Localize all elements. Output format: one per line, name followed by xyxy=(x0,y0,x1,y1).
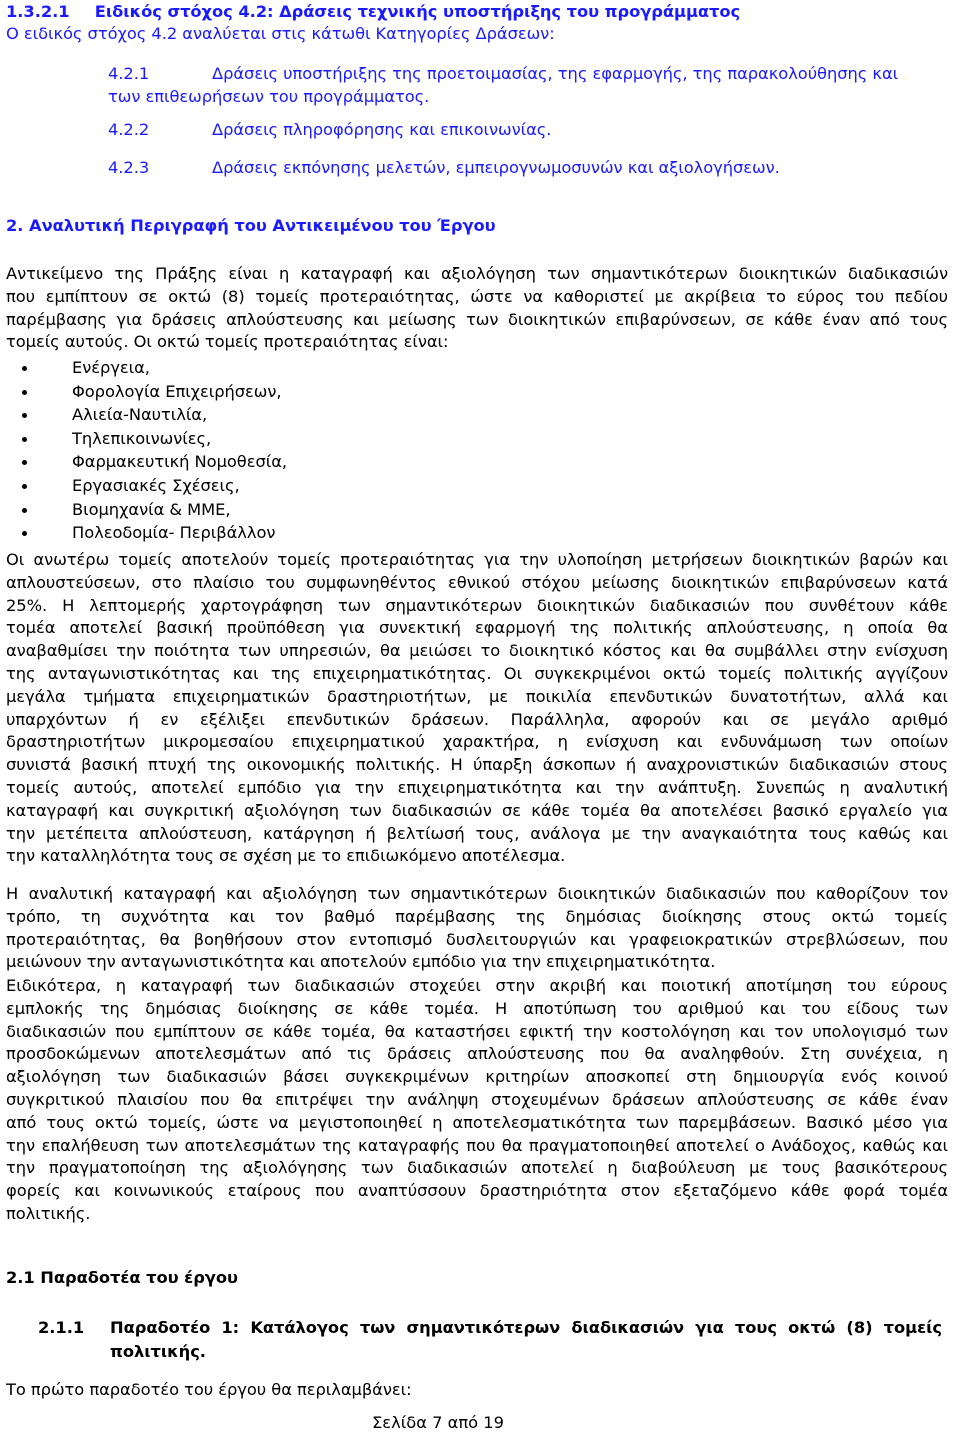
item-4-2-2-text: Δράσεις πληροφόρησης και επικοινωνίας. xyxy=(212,120,552,139)
paragraph-line: τομείς αυτούς. Οι οκτώ τομείς προτεραιότητας είναι: xyxy=(6,332,449,352)
sector-item: Φαρμακευτική Νομοθεσία, xyxy=(72,452,287,472)
paragraph-line: υπαρχόντων ή εν εξέλιξει επενδυτικών δράσεων. Παράλληλα, αφορούν και σε μεγάλο αριθμό xyxy=(6,709,948,729)
paragraph-line: συγκριτικού πλαισίου που θα επιτρέψει την ανάληψη στοχευμένων δράσεων απλούστευσης σε κάθε έναν xyxy=(6,1090,948,1109)
bullet-icon xyxy=(22,484,27,489)
bullet-icon xyxy=(22,531,27,536)
item-4-2-1-text-line1: Δράσεις υποστήριξης της προετοιμασίας, της εφαρμογής, της παρακολούθησης και xyxy=(212,64,899,83)
section-1-3-2-1-heading xyxy=(6,2,740,22)
paragraph-line: φορείς και κοινωνικούς εταίρους που αναπτύσσουν δραστηριότητα στον εξεταζόμενο κάθε φορά τομέα xyxy=(6,1181,948,1201)
paragraph-line: διαδικασιών που εμπίπτουν σε κάθε τομέα, θα καταστήσει εφικτή την κοστολόγηση και τον υπολογισμό των xyxy=(6,1021,948,1041)
paragraph-line: την μετέπειτα απλούστευση, κατάργηση ή βελτίωσή τους, ανάλογα με την αναγκαιότητα τους καθώς και xyxy=(6,823,948,843)
item-4-2-1-text-line2: των επιθεωρήσεων του προγράμματος. xyxy=(108,87,430,106)
paragraph-line: εμπλοκής της δημόσιας διοίκησης σε κάθε τομέα. Η αποτύπωση του αριθμού και του είδους των xyxy=(6,998,948,1018)
section-2-heading: 2. Αναλυτική Περιγραφή του Αντικειμένου του Έργου xyxy=(6,216,496,235)
bullet-icon xyxy=(22,390,27,395)
paragraph-line: τομείς αυτούς, αποτελεί εμπόδιο για την επιχειρηματικότητα και την ανάπτυξη. Συνεπώς η αναλυτική xyxy=(6,778,948,797)
paragraph-line: Η αναλυτική καταγραφή και αξιολόγηση των σημαντικότερων διοικητικών διαδικασιών που καθορίζουν τον xyxy=(6,884,948,903)
paragraph-line: απλουστεύσεων, στο πλαίσιο του συμφωνηθέντος εθνικού στόχου μείωσης διοικητικών επιβαρύνσεων κατά xyxy=(6,572,948,592)
paragraph-line: προτεραιότητας, θα βοηθήσουν στον εντοπισμό δυσλειτουργιών και γραφειοκρατικών στρεβλώσεων, που xyxy=(6,929,948,949)
item-4-2-3-number: 4.2.3 xyxy=(108,158,150,177)
sector-item: Τηλεπικοινωνίες, xyxy=(72,428,212,448)
paragraph-line: αναβαθμίσει την ποιότητα των υπηρεσιών, θα μειώσει το διοικητικό κόστος και θα συμβάλλει στην ενίσχυση xyxy=(6,641,948,661)
paragraph-line: συνιστά βασική πτυχή της οικονομικής πολιτικής. Η ύπαρξη άσκοπων ή αναχρονιστικών διαδικασιών στους xyxy=(6,755,948,775)
deliverable-1-title-line1: Παραδοτέο 1: Κατάλογος των σημαντικότερων διαδικασιών για τους οκτώ (8) τομείς xyxy=(110,1318,942,1337)
paragraph-line: την πραγματοποίηση της αξιολόγησης των διαδικασιών αποτελεί η διαβούλευση με τους βασικότερους xyxy=(6,1158,948,1178)
paragraph-line: πολιτικής. xyxy=(6,1204,91,1223)
item-4-2-1-number: 4.2.1 xyxy=(108,64,150,83)
paragraph-line: την καταλληλότητα τους σε σχέση με το επιδιωκόμενο αποτέλεσμα. xyxy=(6,846,566,866)
bullet-icon xyxy=(22,460,27,465)
sector-item: Ενέργεια, xyxy=(72,358,150,377)
paragraph-line: Αντικείμενο της Πράξης είναι η καταγραφή και αξιολόγηση των σημαντικότερων διοικητικών διαδικασιών xyxy=(6,264,948,283)
paragraph-line: που εμπίπτουν σε οκτώ (8) τομείς προτεραιότητας, ώστε να καθοριστεί με ακρίβεια το εύρος του πεδίου xyxy=(6,286,948,306)
sector-item: Εργασιακές Σχέσεις, xyxy=(72,476,240,495)
paragraph-line: δραστηριοτήτων μικρομεσαίου επιχειρηματικού χαρακτήρα, η ενίσχυση και ενδυνάμωση των οποίων xyxy=(6,732,948,752)
sector-item: Αλιεία-Ναυτιλία, xyxy=(72,405,208,425)
item-4-2-2-number: 4.2.2 xyxy=(108,120,150,139)
bullet-icon xyxy=(22,366,27,371)
section-number: 1.3.2.1 xyxy=(6,2,70,21)
section-2-1-heading: 2.1 Παραδοτέα του έργου xyxy=(6,1268,238,1287)
deliverable-intro: Το πρώτο παραδοτέο του έργου θα περιλαμβάνει: xyxy=(6,1380,412,1399)
section-title: Ειδικός στόχος 4.2: Δράσεις τεχνικής υποστήριξης του προγράμματος xyxy=(94,2,741,21)
paragraph-line: προσδοκώμενων αποτελεσμάτων από τις δράσεις απλούστευσης που θα αναληφθούν. Στη συνέχεια, η xyxy=(6,1044,948,1064)
section-intro: Ο ειδικός στόχος 4.2 αναλύεται στις κάτωθι Κατηγορίες Δράσεων: xyxy=(6,24,555,43)
bullet-icon xyxy=(22,437,27,442)
deliverable-1-number: 2.1.1 xyxy=(38,1318,85,1337)
deliverable-1-title-line2: πολιτικής. xyxy=(110,1342,206,1361)
sector-item: Πολεοδομία- Περιβάλλον xyxy=(72,523,276,543)
bullet-icon xyxy=(22,508,27,513)
paragraph-line: Οι ανωτέρω τομείς αποτελούν τομείς προτεραιότητας για την υλοποίηση μετρήσεων διοικητικών βαρών και xyxy=(6,550,948,569)
paragraph-line: μειώνουν την ανταγωνιστικότητα και αποτελούν εμπόδιο για την επιχειρηματικότητα. xyxy=(6,952,716,972)
bullet-icon xyxy=(22,413,27,418)
paragraph-line: Ειδικότερα, η καταγραφή των διαδικασιών στοχεύει στην ακριβή και ποιοτική αποτίμηση του εύρους xyxy=(6,976,948,995)
paragraph-line: μεγάλα τμήματα επιχειρηματικών δραστηριοτήτων, με ποικιλία επενδυτικών δυνατοτήτων, αλλά και xyxy=(6,686,948,706)
sector-item: Βιομηχανία & ΜΜΕ, xyxy=(72,499,231,519)
paragraph-line: τομέα αποτελεί βασική προϋπόθεση για συνεκτική εφαρμογή της πολιτικής απλούστευσης, η οποία θα xyxy=(6,618,948,638)
paragraph-line: 25%. Η λεπτομερής χαρτογράφηση των σημαντικότερων διοικητικών διαδικασιών που συνθέτουν κάθε xyxy=(6,595,948,615)
paragraph-line: καταγραφή και συγκριτική αξιολόγηση των διαδικασιών σε κάθε τομέα θα αποτελέσει βασικό εργαλείο για xyxy=(6,800,948,820)
sector-item: Φορολογία Επιχειρήσεων, xyxy=(72,381,282,401)
paragraph-line: αξιολόγηση των διαδικασιών βάσει συγκεκριμένων κριτηρίων αποσκοπεί στη δημιουργία ενός κοινού xyxy=(6,1067,948,1087)
paragraph-line: από τους οκτώ τομείς, ώστε να μεγιστοποιηθεί η αποτελεσματικότητα των παρεμβάσεων. Βασικό μέσο για xyxy=(6,1112,948,1132)
page-number-footer: Σελίδα 7 από 19 xyxy=(372,1413,505,1432)
item-4-2-3-text: Δράσεις εκπόνησης μελετών, εμπειρογνωμοσυνών και αξιολογήσεων. xyxy=(212,158,780,177)
paragraph-line: της ανταγωνιστικότητας και της επιχειρηματικότητας. Οι συγκεκριμένοι οκτώ τομείς πολιτικής αγγίζουν xyxy=(6,664,948,683)
paragraph-line: παρέμβασης για δράσεις απλούστευσης και μείωσης των διοικητικών επιβαρύνσεων, σε κάθε έναν από τους xyxy=(6,309,948,329)
paragraph-line: την επαλήθευση των αποτελεσμάτων της καταγραφής που θα πραγματοποιηθεί αποτελεί ο Ανάδοχος, καθώς και xyxy=(6,1135,948,1155)
paragraph-line: τρόπο, τη συχνότητα και τον βαθμό παρέμβασης της δημόσιας διοίκησης στους οκτώ τομείς xyxy=(6,906,948,926)
